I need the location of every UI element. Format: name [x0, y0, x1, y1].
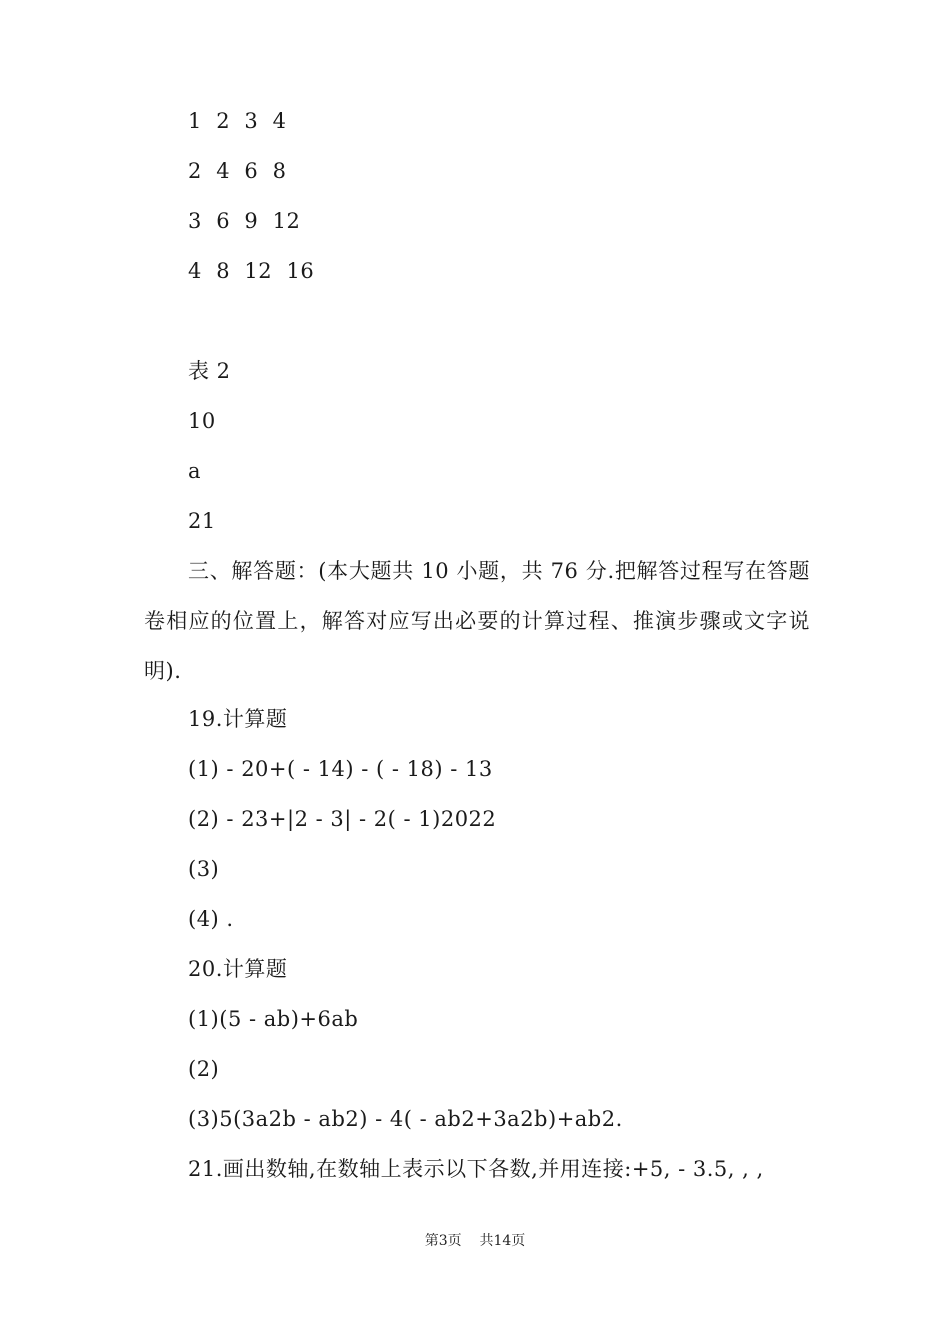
question-20-item: (1)(5 - ab)+6ab: [188, 1007, 359, 1031]
question-19-item: (3): [188, 857, 220, 881]
table2-value: 10: [188, 409, 216, 433]
table-row: 2 4 6 8: [188, 159, 287, 183]
table2-value: 21: [188, 509, 216, 533]
question-20-item: (2): [188, 1057, 220, 1081]
question-20-item: (3)5(3a2b - ab2) - 4( - ab2+3a2b)+ab2.: [188, 1107, 623, 1131]
table-row: 1 2 3 4: [188, 109, 287, 133]
question-21-text: 21.画出数轴,在数轴上表示以下各数,并用连接:+5, - 3.5, , ,: [188, 1157, 764, 1181]
table2-value: a: [188, 459, 202, 483]
question-19-title: 19.计算题: [188, 707, 288, 731]
question-20-title: 20.计算题: [188, 957, 288, 981]
page-footer: 第3页 共14页: [424, 1233, 526, 1249]
question-19-item: (2) - 23+|2 - 3| - 2( - 1)2022: [188, 807, 497, 831]
question-19-item: (4) .: [188, 907, 234, 931]
section-header: 三、解答题：(本大题共 10 小题，共 76 分.把解答过程写在答题卷相应的位置上，解答对应写出必要的计算过程、推演步骤或文字说明).: [144, 559, 810, 683]
question-19-item: (1) - 20+( - 14) - ( - 18) - 13: [188, 757, 493, 781]
table2-caption: 表 2: [188, 359, 231, 383]
table-row: 3 6 9 12: [188, 209, 301, 233]
table-row: 4 8 12 16: [188, 259, 315, 283]
